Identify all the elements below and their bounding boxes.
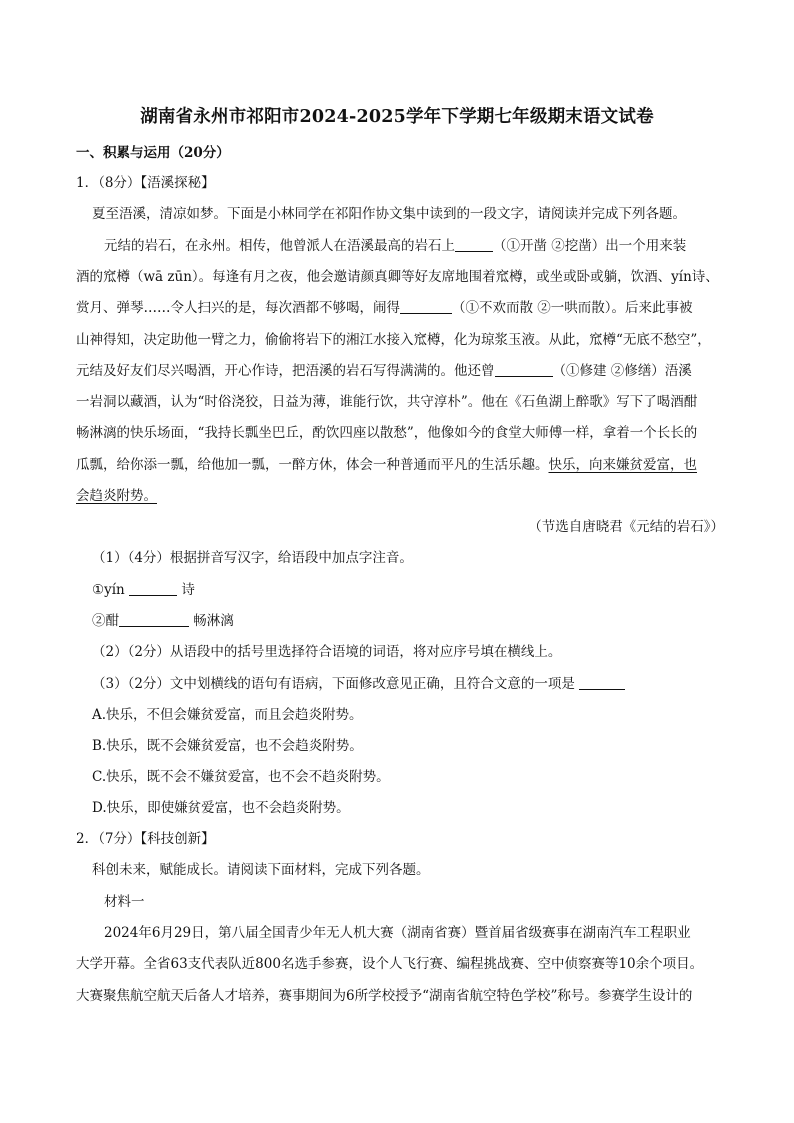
material-label: 材料一 — [104, 894, 145, 910]
passage-text: 元结及好友们尽兴喝酒，开心作诗，把浯溪的岩石写得满满的。他还曾 — [76, 363, 495, 379]
option-b[interactable]: B.快乐，既不会嫌贫爱富，也不会趋炎附势。 — [92, 738, 363, 754]
passage-line-3 — [76, 298, 693, 318]
material-line-1: 2024年6月29日，第八届全国青少年无人机大赛（湖南省赛）暨首届省级赛事在湖南汽车工程职业 — [104, 925, 691, 941]
question-2-intro: 科创未来，赋能成长。请阅读下面材料，完成下列各题。 — [92, 862, 430, 878]
answer-tail: 诗 — [181, 582, 195, 598]
option-c[interactable]: C.快乐，既不会不嫌贫爱富，也不会不趋炎附势。 — [92, 769, 390, 785]
pinyin-label: ①yín — [92, 582, 125, 598]
sub-question-1a — [92, 580, 195, 600]
material-line-2: 大学开幕。全省63支代表队近800名选手参赛，设个人飞行赛、编程挑战赛、空中侦察赛等10余个项目。 — [76, 956, 704, 972]
sub-question-1b — [92, 611, 234, 631]
passage-text: （①修建 ②修缮）浯溪 — [552, 363, 692, 379]
passage-line-5 — [76, 361, 692, 381]
answer-blank[interactable] — [400, 299, 452, 314]
answer-blank[interactable] — [495, 362, 553, 377]
passage-source: （节选自唐晓君《元结的岩石》） — [528, 519, 724, 535]
answer-blank[interactable] — [455, 237, 493, 252]
option-a[interactable]: A.快乐，不但会嫌贫爱富，而且会趋炎附势。 — [92, 707, 363, 723]
question-1-intro: 夏至浯溪，清凉如梦。下面是小林同学在祁阳作协文集中读到的一段文字，请阅读并完成下列各题。 — [92, 206, 686, 222]
passage-line-2: 酒的窊樽（wā zūn）。每逢有月之夜，他会邀请颜真卿等好友席地围着窊樽，或坐或卧或躺，饮酒、yín诗、 — [76, 269, 719, 285]
material-line-3: 大赛聚焦航空航天后备人才培养，赛事期间为6所学校授予“湖南省航空特色学校”称号。参赛学生设计的 — [76, 988, 693, 1004]
passage-text: 瓜瓢，给你添一瓢，给他加一瓢，一醉方休，体会一种普通而平凡的生活乐趣。 — [76, 457, 549, 473]
passage-text: 赏月、弹琴……令人扫兴的是，每次酒都不够喝，闹得 — [76, 300, 400, 316]
sub-question-1: （1）（4分）根据拼音写汉字，给语段中加点字注音。 — [92, 550, 413, 566]
sub-question-3 — [92, 674, 625, 694]
option-d[interactable]: D.快乐，即使嫌贫爱富，也不会趋炎附势。 — [92, 800, 350, 816]
passage-line-9: 会趋炎附势。 — [76, 488, 157, 504]
passage-line-1 — [104, 236, 686, 256]
passage-line-6: 一岩洞以藏酒，认为“时俗浇狡，日益为薄，谁能行饮，共守淳朴”。他在《石鱼湖上醉歌》写下了喝酒酣 — [76, 394, 698, 410]
question-2-header: 2．（7分）【科技创新】 — [76, 831, 215, 847]
answer-blank[interactable] — [579, 675, 625, 690]
answer-tail: 畅淋漓 — [193, 613, 234, 629]
passage-text: 元结的岩石，在永州。相传，他曾派人在浯溪最高的岩石上 — [104, 238, 455, 254]
passage-text: （①不欢而散 ②一哄而散）。后来此事被 — [452, 300, 693, 316]
passage-line-4: 山神得知，决定助他一臂之力，偷偷将岩下的湘江水接入窊樽，化为琼浆玉液。从此，窊樽“无底不愁空”， — [76, 332, 711, 348]
page-title: 湖南省永州市祁阳市2024-2025学年下学期七年级期末语文试卷 — [140, 107, 654, 127]
answer-blank[interactable] — [129, 581, 177, 596]
answer-blank[interactable] — [119, 612, 189, 627]
sub-question-3-text: （3）（2分）文中划横线的语句有语病，下面修改意见正确，且符合文意的一项是 — [92, 676, 575, 692]
question-1-header: 1．（8分）【浯溪探秘】 — [76, 175, 215, 191]
passage-line-8 — [76, 455, 697, 475]
underlined-sentence: 快乐，向来嫌贫爱富，也 — [548, 457, 697, 473]
char-label: ②酣 — [92, 613, 119, 629]
passage-line-7: 畅淋漓的快乐场面，“我持长瓢坐巴丘，酌饮四座以散愁”，他像如今的食堂大师傅一样，拿着一个长长的 — [76, 425, 698, 441]
section-heading: 一、积累与运用（20分） — [76, 145, 230, 161]
sub-question-2: （2）（2分）从语段中的括号里选择符合语境的词语，将对应序号填在横线上。 — [92, 644, 562, 660]
passage-text: （①开凿 ②挖凿）出一个用来装 — [493, 238, 687, 254]
